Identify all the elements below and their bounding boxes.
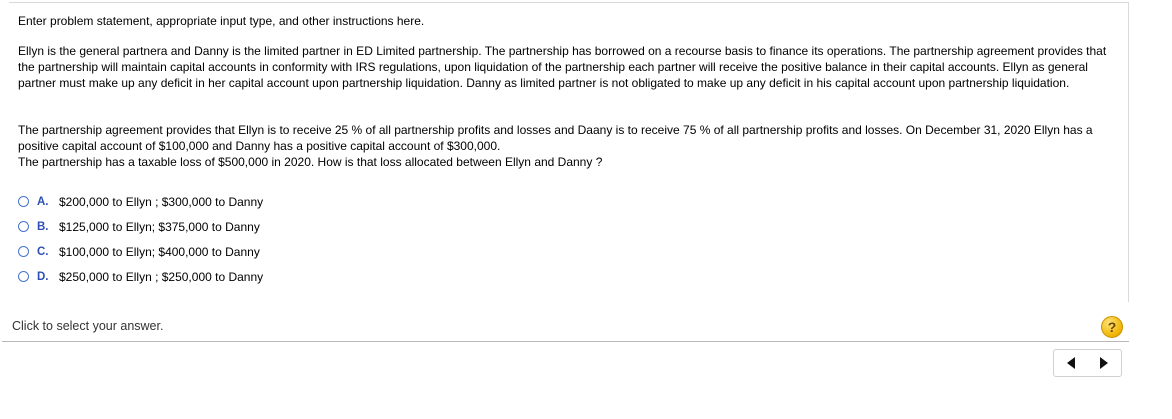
- option-text[interactable]: $200,000 to Ellyn ; $300,000 to Danny: [59, 194, 264, 209]
- radio-button-d[interactable]: [18, 271, 29, 282]
- option-b[interactable]: [18, 214, 263, 239]
- radio-button-b[interactable]: [18, 221, 29, 232]
- footer-divider: [2, 341, 1129, 342]
- option-text[interactable]: $125,000 to Ellyn; $375,000 to Danny: [59, 219, 260, 234]
- option-letter: B.: [37, 220, 49, 233]
- radio-button-a[interactable]: [18, 196, 29, 207]
- triangle-right-icon: [1099, 357, 1109, 369]
- problem-question: The partnership has a taxable loss of $500,000 in 2020. How is that loss allocated between Ellyn and Danny ?: [18, 155, 603, 169]
- instructions-text: Enter problem statement, appropriate input type, and other instructions here.: [18, 14, 425, 28]
- option-letter: D.: [37, 270, 49, 283]
- question-mark-icon[interactable]: ?: [1101, 316, 1123, 338]
- option-a[interactable]: [18, 189, 263, 214]
- next-button[interactable]: [1088, 350, 1122, 376]
- radio-button-c[interactable]: [18, 246, 29, 257]
- option-text[interactable]: $100,000 to Ellyn; $400,000 to Danny: [59, 244, 260, 259]
- problem-paragraph-2-line-1: The partnership agreement provides that Ellyn is to receive 25 % of all partnership profits and losses and Daany is to receive 75 % of all partnership profits and losses. On December 31, 2020 Ellyn has a positive capital account of $100,000 and Danny has a positive capital account of $300,000.: [18, 123, 1093, 153]
- answer-options: [18, 189, 263, 289]
- select-answer-prompt: Click to select your answer.: [12, 319, 164, 333]
- question-navigation: [1053, 349, 1122, 377]
- option-c[interactable]: [18, 239, 263, 264]
- previous-button[interactable]: [1054, 350, 1088, 376]
- option-d[interactable]: [18, 264, 263, 289]
- option-letter: C.: [37, 245, 49, 258]
- option-letter: A.: [37, 195, 49, 208]
- problem-paragraph-1: Ellyn is the general partnera and Danny is the limited partner in ED Limited partnership. The partnership has borrowed on a recourse basis to finance its operations. The partnership agreement provides that the partnership will maintain capital accounts in conformity with IRS regulations, upon liquidation of the partnership each partner will receive the positive balance in their capital accounts. Ellyn as general partner must make up any deficit in her capital account upon partnership liquidation. Danny as limited partner is not obligated to make up any deficit in his capital account upon partnership liquidation.: [18, 44, 1107, 90]
- triangle-left-icon: [1066, 357, 1076, 369]
- problem-paragraph-2: [18, 122, 1118, 170]
- option-text[interactable]: $250,000 to Ellyn ; $250,000 to Danny: [59, 269, 264, 284]
